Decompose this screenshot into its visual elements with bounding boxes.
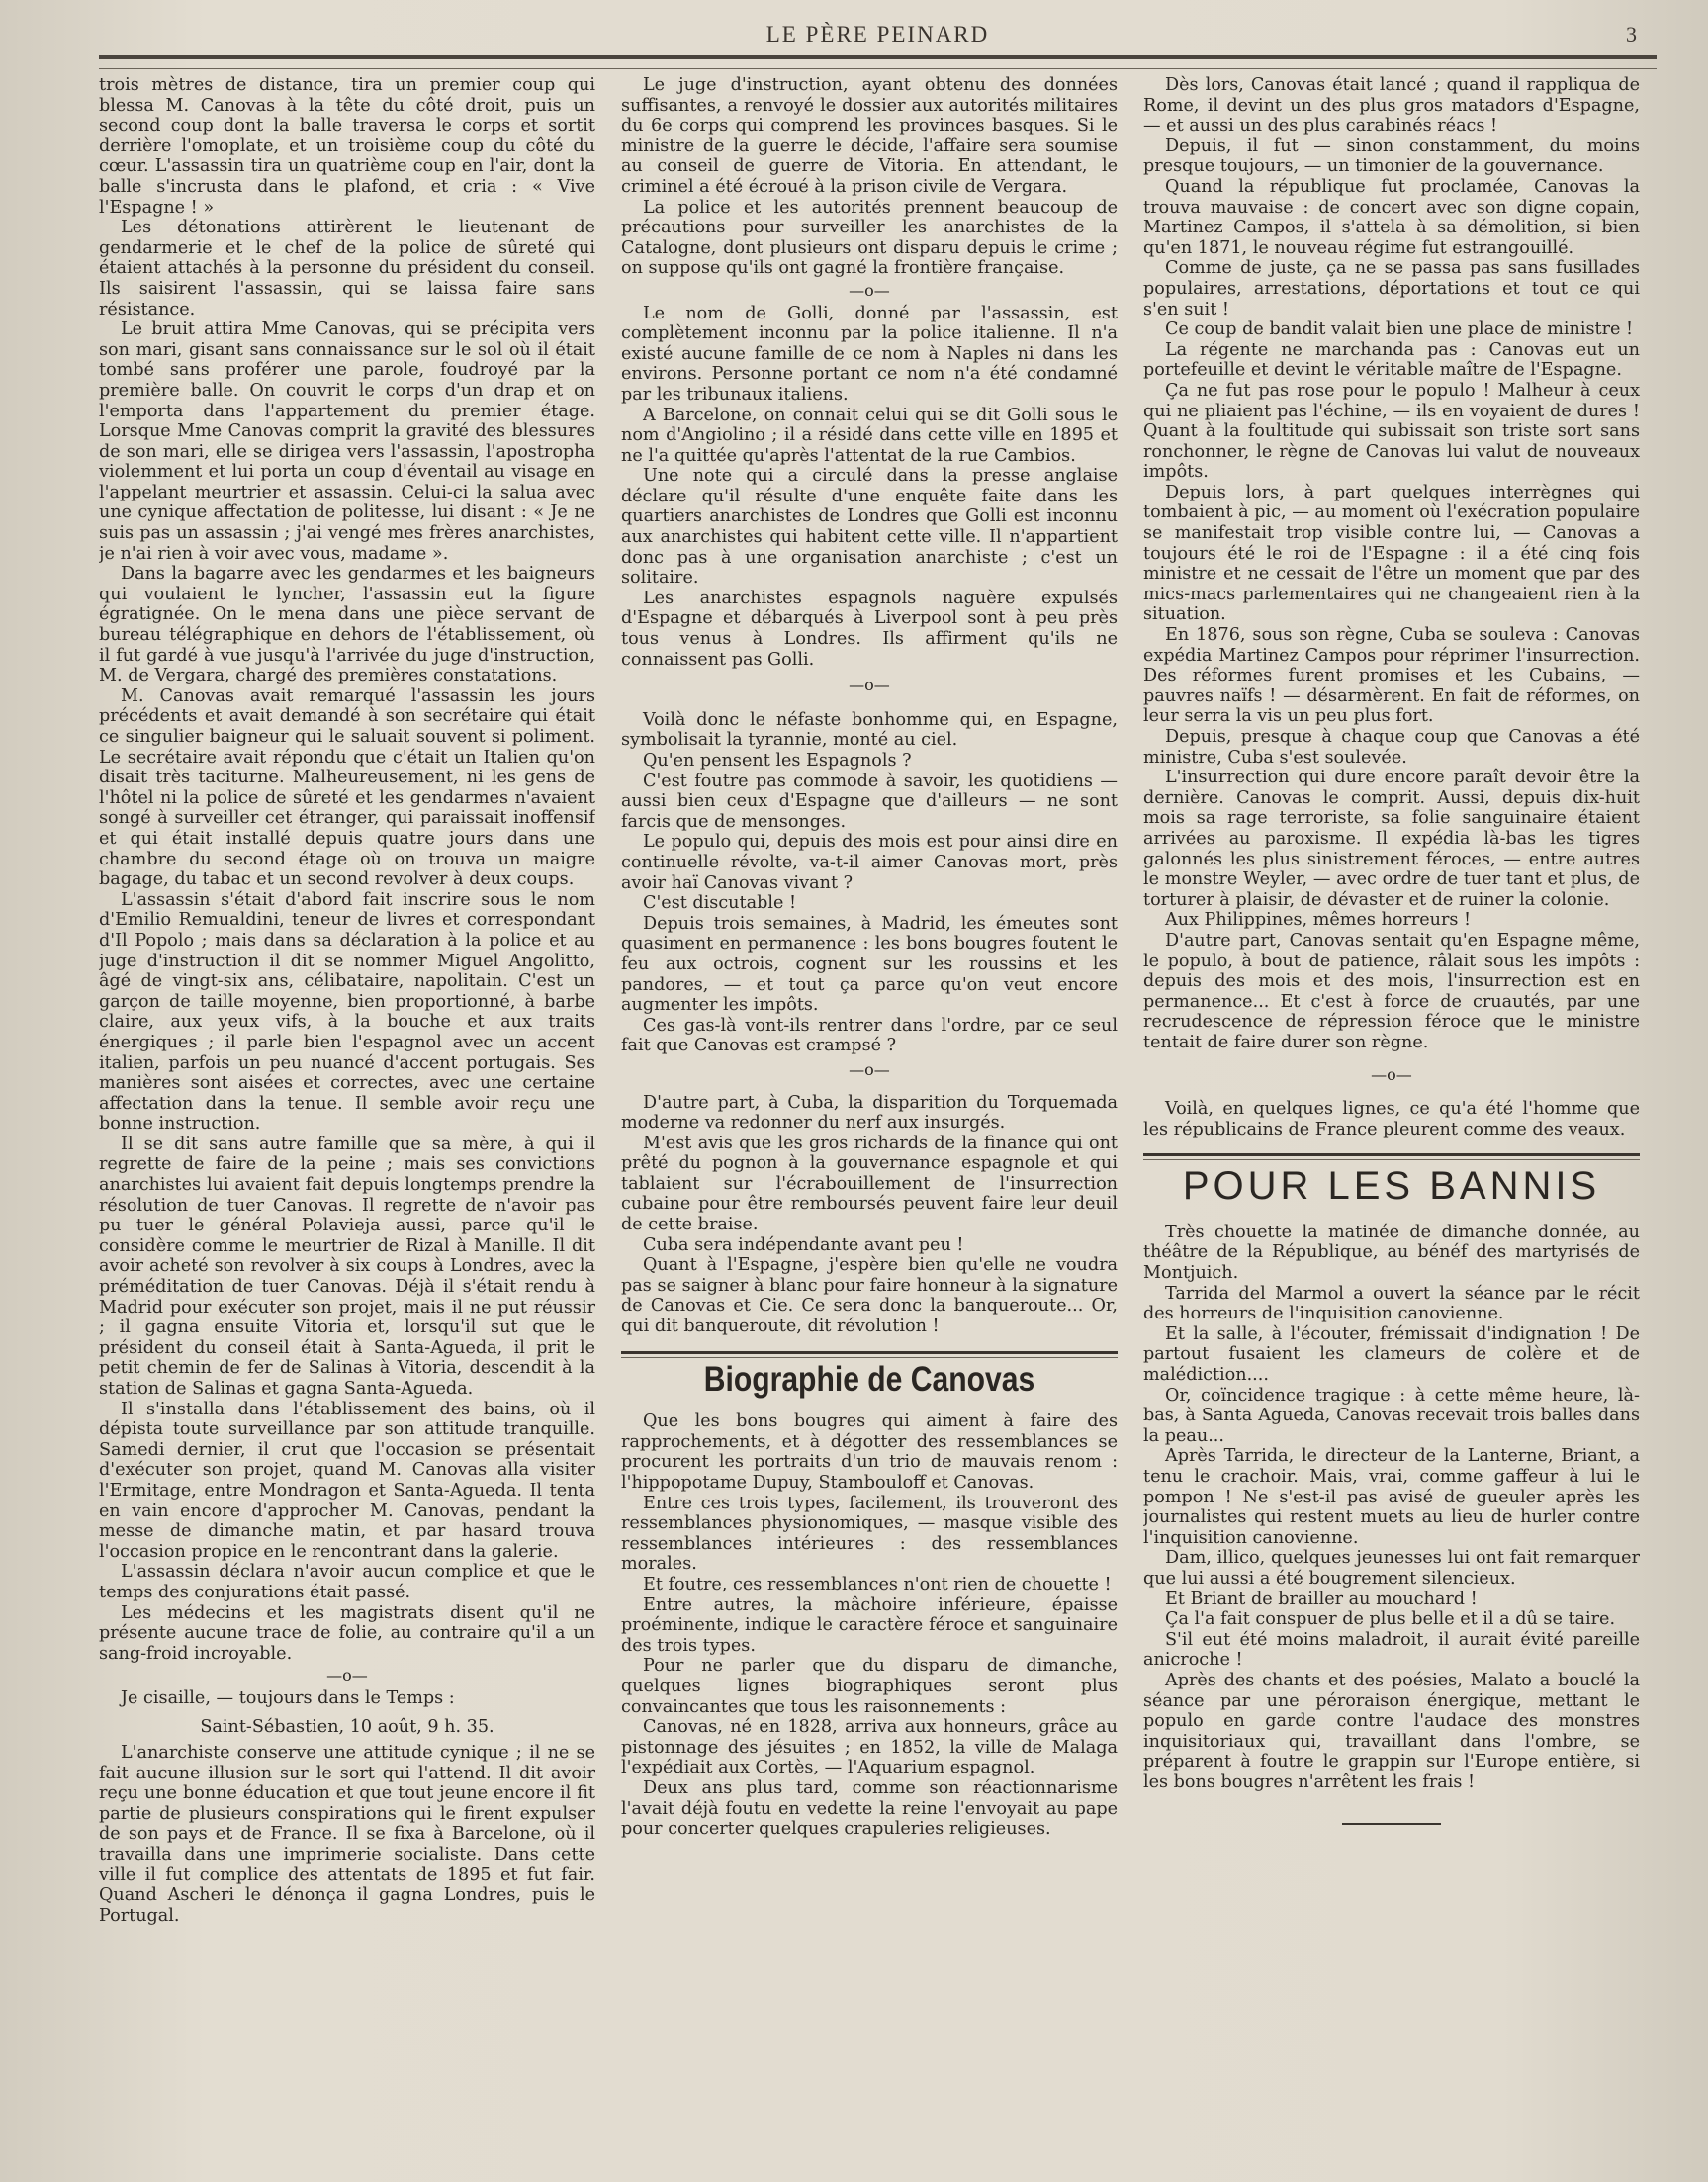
paragraph: Dam, illico, quelques jeunesses lui ont fait remarquer que lui aussi a été bougrement silencieux. (1143, 1548, 1640, 1589)
paragraph: Le bruit attira Mme Canovas, qui se précipita vers son mari, gisant sans connaissance sur le sol où il était tombé sans proférer une parole, foudroyé par la première balle. On couvrit le corps d'un drap et on l'emporta dans l'appartement du premier étage. Lorsque Mme Canovas comprit la gravité des blessures de son mari, elle se dirigea vers l'assassin, l'apostropha violemment et lui porta un coup d'éventail au visage en l'appelant meurtrier et assassin. Celui-ci la salua avec une cynique affectation de politesse, lui disant : « Je ne suis pas un assassin ; j'ai vengé mes frères anarchistes, je n'ai rien à voir avec vous, madame ». (99, 319, 595, 564)
section-rule (621, 1351, 1118, 1358)
section-rule (1143, 1153, 1640, 1160)
paragraph: Très chouette la matinée de dimanche donnée, au théâtre de la République, au bénéf des martyrisés de Montjuich. (1143, 1222, 1640, 1284)
paragraph: La police et les autorités prennent beaucoup de précautions pour surveiller les anarchistes de la Catalogne, dont plusieurs ont disparu depuis le crime ; on suppose qu'ils ont gagné la frontière française. (621, 197, 1118, 279)
paragraph: Après Tarrida, le directeur de la Lanterne, Briant, a tenu le crachoir. Mais, vrai, comme gaffeur à lui le pompon ! Ne s'est-il pas avisé de gueuler après les journalistes qui restent muets au lieu de hurler contre l'inquisition canovienne. (1143, 1446, 1640, 1548)
paragraph: Voilà donc le néfaste bonhomme qui, en Espagne, symbolisait la tyrannie, monté au ciel. (621, 709, 1118, 751)
paragraph: Ce coup de bandit valait bien une place de ministre ! (1165, 319, 1634, 340)
paragraph: Le populo qui, depuis des mois est pour ainsi dire en continuelle révolte, va-t-il aimer Canovas mort, près avoir haï Canovas vivant ? (621, 832, 1118, 893)
paragraph: Cuba sera indépendante avant peu ! (643, 1234, 964, 1255)
paragraph: Il se dit sans autre famille que sa mère, à qui il regrette de faire de la peine ; mais ses convictions anarchistes lui avaient fait depuis longtemps prendre la résolution de tuer Canovas. Il regrette de n'avoir pas pu tuer le général Polavieja aussi, parce qu'il le considère comme le meurtrier de Rizal à Manille. Il dit avoir acheté son revolver à six coups à Londres, avec la préméditation de tuer Canovas. Déjà il s'était rendu à Madrid pour exécuter son projet, mais il ne put réussir ; il gagna ensuite Vitoria et, lorsqu'il sut que le président du conseil était à Santa-Agueda, il prit le petit chemin de fer de Salinas à Vitoria, descendit à la station de Salinas et gagna Santa-Agueda. (99, 1134, 595, 1399)
separator: —o— (849, 280, 890, 300)
paragraph: Le juge d'instruction, ayant obtenu des données suffisantes, a renvoyé le dossier aux autorités militaires du 6e corps qui comprend les provinces basques. Si le ministre de la guerre le décide, l'affaire sera soumise au conseil de guerre de Vitoria. En attendant, le criminel a été écroué à la prison civile de Vergara. (621, 75, 1118, 197)
paragraph: Il s'installa dans l'établissement des bains, où il dépista toute surveillance par son attitude tranquille. Samedi dernier, il crut que l'occasion se présentait d'exécuter son projet, quand M. Canovas alla visiter l'Ermitage, entre Mondragon et Santa-Agueda. Il tenta en vain encore d'approcher M. Canovas, pendant la messe de dimanche matin, et par hasard trouva l'occasion propice en le rencontrant dans la galerie. (99, 1399, 595, 1562)
column-1 (99, 75, 595, 2162)
paragraph: Quand la république fut proclamée, Canovas la trouva mauvaise : de concert avec son digne copain, Martinez Campos, il s'attela à sa démolition, si bien qu'en 1871, le nouveau régime fut estrangouillé. (1143, 176, 1640, 258)
paragraph: Tarrida del Marmol a ouvert la séance par le récit des horreurs de l'inquisition canovienne. (1143, 1283, 1640, 1324)
column-2 (621, 75, 1118, 2162)
paragraph: L'assassin s'était d'abord fait inscrire sous le nom d'Emilio Remualdini, teneur de livres et correspondant d'Il Popolo ; mais dans sa déclaration à la police et au juge d'instruction il dit se nommer Miguel Angolitto, âgé de vingt-six ans, célibataire, napolitain. C'est un garçon de taille moyenne, bien proportionné, à barbe claire, aux yeux vifs, à la bouche et aux traits énergiques ; il parle bien l'espagnol avec un accent italien, parfois un peu nuancé d'accent portugais. Ses manières sont aisées et correctes, avec une certaine affectation dans la tenue. Il semble avoir reçu une bonne instruction. (99, 889, 595, 1135)
dateline: Saint-Sébastien, 10 août, 9 h. 35. (200, 1716, 494, 1737)
paragraph: L'insurrection qui dure encore paraît devoir être la dernière. Canovas le comprit. Aussi, depuis dix-huit mois sa rage terroriste, sa folie sanguinaire étaient arrivées au paroxisme. Il expédia là-bas les tigres galonnés les plus sinistrement féroces, — entre autres le monstre Weyler, — avec ordre de tuer tant et plus, de torturer à plaisir, de dévaster et de ruiner la colonie. (1143, 768, 1640, 910)
paragraph: Ça l'a fait conspuer de plus belle et il a dû se taire. (1165, 1609, 1616, 1630)
paragraph: L'anarchiste conserve une attitude cynique ; il ne se fait aucune illusion sur le sort qui l'attend. Il dit avoir reçu une bonne éducation et que tout jeune encore il fit partie de plusieurs conspirations qui le firent expulser de son pays et de France. Il se fixa à Barcelone, où il travailla dans une imprimerie socialiste. Dans cette ville il fut complice des attentats de 1895 et fut fair. Quand Ascheri le dénonça il gagna Londres, puis le Portugal. (99, 1743, 595, 1926)
paragraph: Entre ces trois types, facilement, ils trouveront des ressemblances physionomiques, — masque visible des ressemblances intérieures : des ressemblances morales. (621, 1493, 1118, 1575)
paragraph: Or, coïncidence tragique : à cette même heure, là-bas, à Santa Agueda, Canovas recevait trois balles dans la peau... (1143, 1385, 1640, 1446)
paragraph: Les médecins et les magistrats disent qu'il ne présente aucune trace de folie, au contraire qu'il a un sang-froid incroyable. (99, 1602, 595, 1664)
paragraph: D'autre part, Canovas sentait qu'en Espagne même, le populo, à bout de patience, râlait sous les impôts : depuis des mois et des mois, l'insurrection est en permanence... Et c'est à force de cruautés, par une recrudescence de répression féroce que le ministre tentait de faire durer son règne. (1143, 930, 1640, 1052)
paragraph: Dès lors, Canovas était lancé ; quand il rappliqua de Rome, il devint un des plus gros matadors d'Espagne, — et aussi un des plus carabinés réacs ! (1143, 75, 1640, 136)
paragraph: Le nom de Golli, donné par l'assassin, est complètement inconnu par la police italienne. Il n'a existé aucune famille de ce nom à Naples ni dans les environs. Personne portant ce nom n'a été condamné par les tribunaux italiens. (621, 303, 1118, 405)
paragraph: C'est foutre pas commode à savoir, les quotidiens — aussi bien ceux d'Espagne que d'ailleurs — ne sont farcis que de mensonges. (621, 771, 1118, 832)
paragraph: Après des chants et des poésies, Malato a bouclé la séance par une péroraison énergique, mettant le populo en garde contre l'audace des monstres inquisitoriaux qui, travaillant dans l'ombre, se préparent à foutre le grappin sur l'Europe entière, si les bons bougres n'arrêtent les frais ! (1143, 1670, 1640, 1792)
quote-intro: Je cisaille, — toujours dans le Temps : (121, 1687, 455, 1708)
paragraph: Depuis, presque à chaque coup que Canovas a été ministre, Cuba s'est soulevée. (1143, 727, 1640, 768)
separator: —o— (326, 1666, 368, 1685)
column-3 (1143, 75, 1640, 2162)
paragraph: Quant à l'Espagne, j'espère bien qu'elle ne voudra pas se saigner à blanc pour faire honneur à la signature de Canovas et Cie. Ce sera donc la banqueroute... Or, qui dit banqueroute, dit révolution ! (621, 1255, 1118, 1337)
separator: —o— (849, 1059, 890, 1079)
paragraph: Canovas, né en 1828, arriva aux honneurs, grâce au pistonnage des jésuites ; en 1852, la ville de Malaga l'expédiait aux Cortès, — l'Aquarium espagnol. (621, 1717, 1118, 1778)
paragraph: Depuis lors, à part quelques interrègnes qui tombaient à pic, — au moment où l'exécration populaire se manifestait trop visible contre lui, — Canovas a toujours été le roi de l'Espagne : il a été cinq fois ministre et ne cessait de l'être un moment que par des mics-macs parlementaires qui ne changeaient rien à la situation. (1143, 482, 1640, 625)
paragraph: D'autre part, à Cuba, la disparition du Torquemada moderne va redonner du nerf aux insurgés. (621, 1092, 1118, 1134)
section-heading: POUR LES BANNIS (1182, 1164, 1601, 1209)
paragraph: Les anarchistes espagnols naguère expulsés d'Espagne et débarqués à Liverpool sont à peu près tous venus à Londres. Ils affirment qu'ils ne connaissent pas Golli. (621, 588, 1118, 670)
paragraph: Qu'en pensent les Espagnols ? (643, 751, 912, 771)
paragraph: Et Briant de brailler au mouchard ! (1165, 1589, 1478, 1609)
paragraph: M. Canovas avait remarqué l'assassin les jours précédents et avait demandé à son secrétaire qui était ce singulier baigneur qui le saluait souvent si poliment. Le secrétaire avait répondu que c'était un Italien qu'on disait très taciturne. Malheureusement, ni les gens de l'hôtel ni la police de sûreté et les gendarmes n'avaient songé à surveiller cet étranger, qui paraissait inoffensif et qui était installé depuis quatre jours dans une chambre du second étage où on trouva un maigre bagage, du tabac et un second revolver à deux coups. (99, 685, 595, 890)
paragraph: Dans la bagarre avec les gendarmes et les baigneurs qui voulaient le lyncher, l'assassin eut la figure égratignée. On le mena dans une pièce servant de bureau télégraphique en dehors de l'établissement, où il fut gardé à vue jusqu'à l'arrivée du juge d'instruction, M. de Vergara, chargé des premières constatations. (99, 564, 595, 686)
paragraph: Et foutre, ces ressemblances n'ont rien de chouette ! (643, 1574, 1112, 1594)
paragraph: Une note qui a circulé dans la presse anglaise déclare qu'il résulte d'une enquête faite dans les quartiers anarchistes de Londres que Golli est inconnu aux anarchistes qui habitent cette ville. Il n'appartient donc pas à une organisation anarchiste ; c'est un solitaire. (621, 466, 1118, 589)
header-rule (99, 55, 1657, 69)
paragraph: A Barcelone, on connait celui qui se dit Golli sous le nom d'Angiolino ; il a résidé dans cette ville en 1895 et ne l'a quittée qu'après l'attentat de la rue Cambios. (621, 405, 1118, 466)
paragraph: Entre autres, la mâchoire inférieure, épaisse proéminente, indique le caractère féroce et sanguinaire des trois types. (621, 1594, 1118, 1656)
end-rule (1342, 1823, 1441, 1825)
paragraph: Pour ne parler que du disparu de dimanche, quelques lignes biographiques seront plus convaincantes que tous les raisonnements : (621, 1656, 1118, 1717)
separator: —o— (849, 676, 890, 695)
paragraph: Depuis, il fut — sinon constamment, du moins presque toujours, — un timonier de la gouvernance. (1143, 136, 1640, 177)
page-number: 3 (1626, 22, 1637, 46)
paragraph: Comme de juste, ça ne se passa pas sans fusillades populaires, arrestations, déportations et tout ce qui s'en suit ! (1143, 258, 1640, 319)
paragraph: Ça ne fut pas rose pour le populo ! Malheur à ceux qui ne pliaient pas l'échine, — ils en voyaient de dures ! Quant à la foultitude qui subissait son triste sort sans ronchonner, le règne de Canovas lui valut de nouveaux impôts. (1143, 380, 1640, 483)
newspaper-title: LE PÈRE PEINARD (765, 22, 990, 46)
paragraph: Et la salle, à l'écouter, frémissait d'indignation ! De partout fusaient les clameurs de colère et de malédiction.... (1143, 1323, 1640, 1386)
paragraph: En 1876, sous son règne, Cuba se souleva : Canovas expédia Martinez Campos pour réprimer l'insurrection. Des réformes furent promises et les Cubains, — pauvres naïfs ! — désarmèrent. En fait de réformes, on leur serra la vis un peu plus fort. (1143, 625, 1640, 727)
masthead (99, 22, 1657, 51)
paragraph: Que les bons bougres qui aiment à faire des rapprochements, et à dégotter des ressemblances se procurent les portraits d'un trio de mauvais renom : l'hippopotame Dupuy, Stambouloff et Canovas. (621, 1411, 1118, 1493)
paragraph: S'il eut été moins maladroit, il aurait évité pareille anicroche ! (1143, 1629, 1640, 1671)
paragraph: Depuis trois semaines, à Madrid, les émeutes sont quasiment en permanence : les bons bougres foutent le feu aux octrois, cognent sur les roussins et les pandores, — et tout ça parce qu'on veut encore augmenter les impôts. (621, 913, 1118, 1016)
paragraph: Voilà, en quelques lignes, ce qu'a été l'homme que les républicains de France pleurent comme des veaux. (1143, 1099, 1640, 1139)
paragraph: C'est discutable ! (643, 893, 797, 914)
separator: —o— (1371, 1064, 1412, 1084)
paragraph: La régente ne marchanda pas : Canovas eut un portefeuille et devint le véritable maître de l'Espagne. (1143, 339, 1640, 381)
section-heading: Biographie de Canovas (703, 1359, 1035, 1399)
paragraph: Ces gas-là vont-ils rentrer dans l'ordre, par ce seul fait que Canovas est crampsé ? (621, 1015, 1118, 1056)
paragraph: M'est avis que les gros richards de la finance qui ont prêté du pognon à la gouvernance espagnole et qui tablaient sur l'écrabouillement de l'insurrection cubaine pour être remboursés peuvent faire leur deuil de cette braise. (621, 1133, 1118, 1235)
paragraph: Les détonations attirèrent le lieutenant de gendarmerie et le chef de la police de sûreté qui étaient attachés à la personne du président du conseil. Ils saisirent l'assassin, qui se laissa faire sans résistance. (99, 218, 595, 319)
paragraph: Deux ans plus tard, comme son réactionnarisme l'avait déjà foutu en vedette la reine l'envoyait au pape pour concerter quelques crapuleries religieuses. (621, 1777, 1118, 1840)
paragraph: trois mètres de distance, tira un premier coup qui blessa M. Canovas à la tête du côté droit, puis un second coup dont la balle traversa le corps et sortit derrière l'omoplate, et un troisième coup du côté du cœur. L'assassin tira un quatrième coup en l'air, dont la balle s'incrusta dans le plafond, et cria : « Vive l'Espagne ! » (99, 75, 595, 218)
paragraph: Aux Philippines, mêmes horreurs ! (1165, 910, 1472, 931)
columns (99, 75, 1657, 2162)
paragraph: L'assassin déclara n'avoir aucun complice et que le temps des conjurations était passé. (99, 1562, 595, 1602)
